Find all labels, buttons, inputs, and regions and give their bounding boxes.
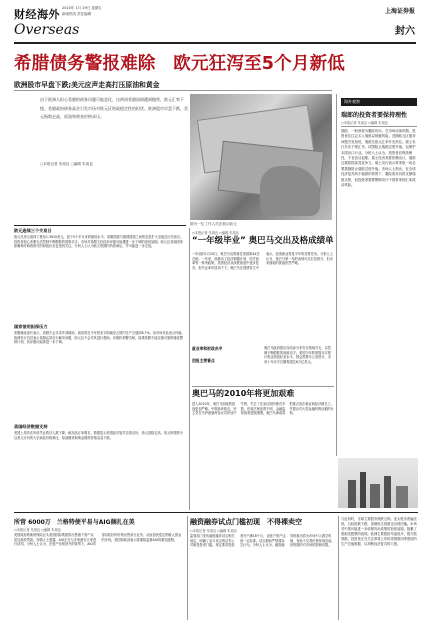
sidebar (336, 94, 419, 456)
sidebar-title: 瑞郎的投资者要保持理性 (341, 112, 408, 119)
col2-body3: 进入2010年，奥巴马面临的挑战更加严峻。中期选举临近，民主党在马萨诸塞州参议员补选中失利，失去了在参议院的绝对多数。医改法案前景不明，金融监管改革进展缓慢。奥巴马承诺将把重点放在就业和经济增长上，并提出对大型金融机构征税的计划。 (192, 402, 334, 416)
date-line: 2010年 1月 29日 星期五 (62, 6, 102, 10)
editor-line: 新闻热线 责任编辑 (62, 12, 92, 16)
photo-caption: 图为一位工作人员在展示欧元 (190, 222, 237, 226)
col2-heading: “一年级毕业” 奥巴马交出及格成绩单 (192, 236, 334, 246)
lead-byline: ○本报记者 朱周良 ○编辑 朱周良 (40, 162, 93, 166)
sidebar-body: 瑞郎，一般被视为避险货币。在市场动荡时期，投资者往往会买入瑞郎以规避风险。近期欧元区债务问题引发担忧，瑞郎兑欧元汇率升至高位。瑞士央行多次干预汇市，试图阻止瑞郎过度升值，以保护本国出口行业。分析人士认为，投资者应保持理性，不宜盲目追涨。瑞士经济高度依赖出口，瑞郎过强将损害其竞争力。瑞士央行表示将采取一切必要措施防止瑞郎过度升值。市场人士指出，在全球经济复苏尚不稳固的背景下，避险需求仍将支撑瑞郎走势，但投资者需要警惕央行干预带来的汇率波动风险。 (341, 129, 416, 188)
masthead-rule (14, 42, 416, 44)
lower-left-heading: 所营 6000万 兰格特便平易与AIG捆扎在美 (14, 519, 135, 526)
section-english: Overseas (14, 22, 80, 38)
column-divider (187, 516, 188, 620)
col2-byline: ○本报记者 朱周良 ○编辑 朱周良 (192, 231, 239, 235)
building-shape (370, 484, 380, 508)
lower-left-body: 美国政府救助的保险巨头美国国际集团将出售旗下资产以偿还政府贷款。知情人士透露，AIG正在与多家潜在买家进行谈判。分析人士认为，在资产价格回升的背景下，AIG有望以较好的价格出售部分业务，从而加快偿还纳税人资金的步伐。美国财政部表示将继续监督AIG的重组进程。 (14, 533, 182, 547)
building-shape (360, 472, 366, 508)
headline-rule (14, 90, 332, 91)
col1-heading2: 国家信用担保压力 (14, 324, 48, 329)
col2-subhead1: 就业率和财政赤字 (192, 346, 223, 351)
column-divider (338, 516, 339, 620)
col2-rule (192, 386, 334, 387)
sidebar-label: 海外观察 (341, 98, 417, 106)
col1-body1: 欧元兑美元周四下挫至1.3910美元，创下5个多月来的最低水平。希腊国债与德国国债之间的息差扩大至接近历史高位。投资者担心希腊无法控制不断膨胀的预算赤字。市场对希腊主权信用评级可能遭进一步下调的担忧加剧。欧元区其他国家如葡萄牙和西班牙的财政状况也受到关注。分析人士认为欧元短期内仍将承压，并可能进一步走低。 (14, 235, 184, 249)
lower-mid-heading: 融资融券试点门槛初现 不得裸卖空 (190, 518, 302, 526)
euro-photo (190, 94, 332, 220)
lower-right-body: 与此同时，全球主要股市涨跌互现。亚太股市普遍走低，日经指数下跌，香港恒生指数也出现回落。市场对中国可能进一步收紧货币政策的担忧加剧，拖累了资源类股票的表现。欧洲主要股指早盘低开，银行股领跌。投资者正在关注即将公布的美国第四季度国内生产总值数据，以判断经济复苏的力度。 (341, 517, 417, 546)
col1-heading1: 欧元连续三个交易日 (14, 228, 52, 233)
col2-body: 一年前的1月20日，奥巴马宣誓就任美国第44任总统。一年来，他推动了经济刺激计划、医疗改革等一系列政策。美国经济从深度衰退中逐步复苏，但失业率仍居高不下。奥巴马在国情咨文中表示，创造就业将是今年的首要任务。分析人士认为，奥巴马第一年的表现可以打及格分，但未来面临的挑战依然严峻。 (192, 252, 333, 270)
paper-name: 上海证券报 (384, 8, 415, 15)
lower-left-byline: ○本报记者 朱周良 ○编辑 朱周良 (14, 528, 61, 532)
col1-body3: 美国上周首次申请失业救济人数下降，耐用品订单增长，数据显示美国经济复苏态势良好，美元指数走高。美元的强势令以美元计价的大宗商品价格承压，原油期货和黄金期货价格双双下跌。 (14, 431, 183, 440)
building-shape (396, 486, 408, 508)
sub-headline: 欧洲股市早盘下跌;美元应声走高打压原油和黄金 (14, 81, 160, 89)
lead-paragraph: 由于欧洲人担心希腊的债务问题可能恶化，这两周希腊国债遭到抛售，欧元汇率下挫。希腊政府债务高企引发市场对欧元区财政稳定性的担忧。欧洲股市早盘下跌，美元指数走高，原油和黄金价格承压。 (40, 97, 188, 119)
skyline-photo (338, 458, 418, 508)
col1-body2: 希腊财政部长表示，希腊不会寻求外部援助，政府将在今年把赤字削减至占国内生产总值的8.7%。但市场对此表示怀疑。欧洲央行官员表示希腊必须自行解决问题，欧元区不会对其进行救助。评级机构警告称，如果希腊不能实施可靠的财政整顿计划，其评级可能被进一步下调。 (14, 331, 185, 345)
col1-top-rule (14, 225, 186, 226)
main-headline: 希腊债务警报难除 欧元狂泻至5个月新低 (14, 54, 345, 74)
col2-subhead2: 回报主要看点 (192, 358, 215, 363)
sidebar-byline: ○本报记者 朱周良 ○编辑 朱周良 (341, 121, 388, 125)
lower-mid-byline: ○本报记者 朱周良 ○编辑 朱周良 (190, 529, 237, 533)
sidebar-rule (341, 126, 417, 127)
building-shape (384, 476, 391, 508)
col1-heading3: 美国经济数据支持 (14, 424, 48, 429)
lower-rule (14, 512, 418, 513)
lower-mid-body: 监管部门发布融资融券试点相关规定，明确了参与试点的证券公司和投资者门槛。规定要求投资者开户满18个月，且账户资产达到一定标准。试点期间严禁裸卖空行为。分析人士认为，融资融券的推出将为市场引入做空机制，有助于完善价格发现功能，但短期内对市场的影响有限。 (190, 534, 335, 548)
section-name: 财经海外 (14, 8, 60, 21)
col2-body2: 奥巴马政府提出冻结部分非安全领域开支，以控制不断膨胀的财政赤字。美国今年的预算赤字预计将达到创纪录水平。国会预算办公室预计，未来十年赤字总额将超过6万亿美元。 (264, 346, 331, 364)
building-shape (348, 480, 356, 508)
column-divider (189, 228, 190, 510)
page-label: 封六 (395, 26, 415, 37)
col2-heading2: 奥巴马的2010年将更加艰难 (192, 389, 295, 398)
masthead (0, 0, 429, 46)
